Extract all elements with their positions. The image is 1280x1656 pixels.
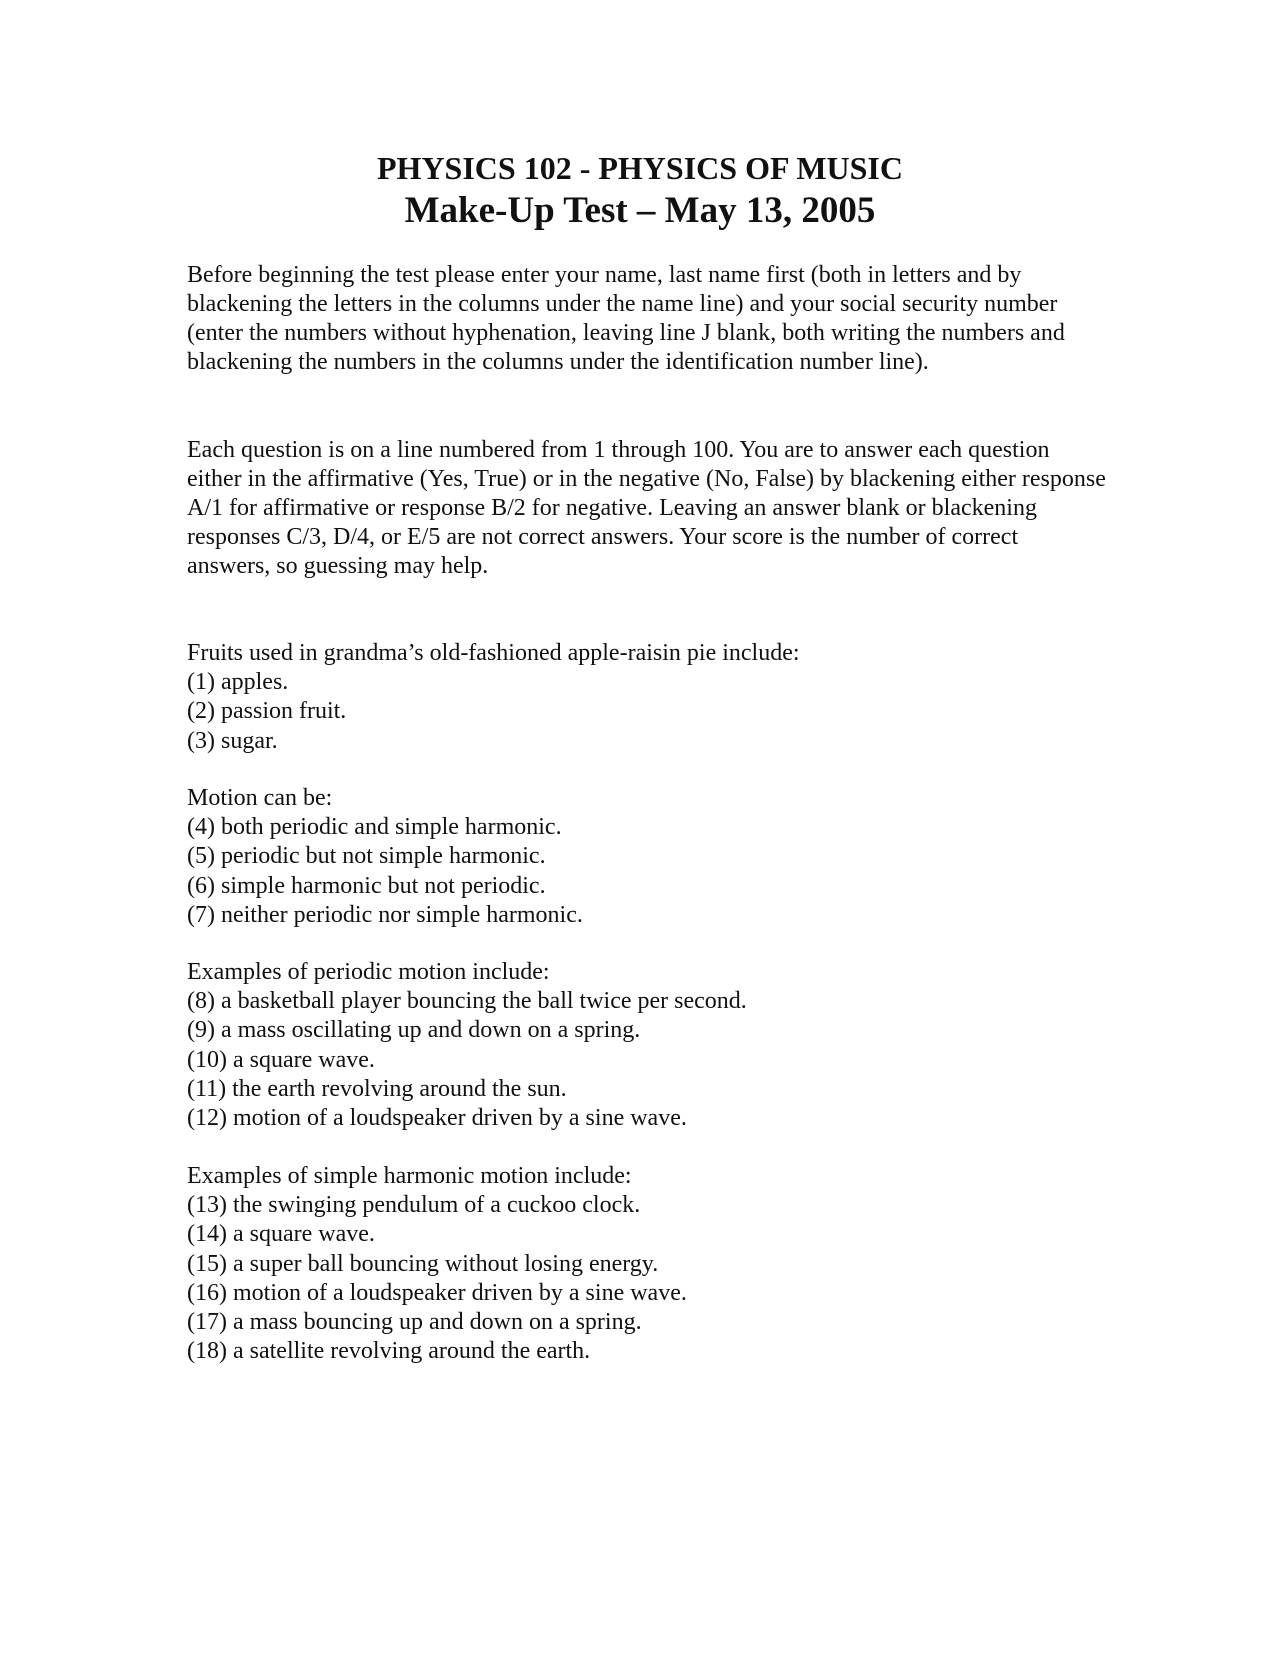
question-number: (1) [187, 669, 215, 696]
question-stem: Examples of simple harmonic motion include: [187, 1163, 632, 1189]
question-text: motion of a loudspeaker driven by a sine wave. [232, 1279, 687, 1306]
question-group [187, 784, 1107, 930]
question-stem: Motion can be: [187, 785, 333, 811]
question-text: both periodic and simple harmonic. [220, 814, 562, 841]
question-text: motion of a loudspeaker driven by a sine wave. [232, 1104, 687, 1131]
question-number: (11) [187, 1075, 227, 1102]
question-number: (7) [187, 901, 215, 928]
question-number: (14) [187, 1221, 227, 1248]
question-number: (8) [187, 988, 215, 1015]
question-text: a super ball bouncing without losing energy. [232, 1250, 659, 1277]
question-text: a satellite revolving around the earth. [232, 1338, 591, 1365]
question-group [187, 639, 1107, 756]
question-item [187, 1220, 1107, 1249]
question-number: (13) [187, 1192, 227, 1219]
question-item [187, 1337, 1107, 1366]
question-item [187, 1075, 1107, 1104]
question-text: a mass oscillating up and down on a spring. [220, 1017, 641, 1044]
question-item [187, 1046, 1107, 1075]
question-item [187, 842, 1107, 871]
question-item [187, 1191, 1107, 1220]
question-number: (6) [187, 872, 215, 899]
question-number: (5) [187, 843, 215, 870]
course-title: PHYSICS 102 - PHYSICS OF MUSIC [377, 150, 903, 186]
question-text: a basketball player bouncing the ball twice per second. [220, 988, 747, 1015]
instructions-paragraph-1 [187, 261, 1107, 377]
question-text: a square wave. [232, 1046, 375, 1073]
question-text: the earth revolving around the sun. [232, 1075, 567, 1102]
question-number: (3) [187, 727, 215, 754]
question-item [187, 697, 1107, 726]
question-item [187, 668, 1107, 697]
question-text: neither periodic nor simple harmonic. [220, 901, 583, 928]
question-text: simple harmonic but not periodic. [220, 872, 546, 899]
question-item [187, 813, 1107, 842]
question-group [187, 1162, 1107, 1366]
question-number: (9) [187, 1017, 215, 1044]
question-number: (10) [187, 1046, 227, 1073]
question-text: a square wave. [232, 1221, 375, 1248]
question-number: (2) [187, 698, 215, 725]
question-text: passion fruit. [220, 698, 347, 725]
question-item [187, 1308, 1107, 1337]
question-group [187, 958, 1107, 1133]
question-stem: Examples of periodic motion include: [187, 959, 550, 985]
question-text: sugar. [220, 727, 278, 754]
question-text: a mass bouncing up and down on a spring. [232, 1308, 642, 1335]
question-text: periodic but not simple harmonic. [220, 843, 546, 870]
question-number: (17) [187, 1308, 227, 1335]
question-item [187, 1250, 1107, 1279]
question-number: (4) [187, 814, 215, 841]
test-title: Make-Up Test – May 13, 2005 [404, 190, 876, 231]
instructions-paragraph-2 [187, 436, 1107, 581]
question-item [187, 727, 1107, 756]
question-item [187, 1104, 1107, 1133]
question-text: the swinging pendulum of a cuckoo clock. [232, 1192, 641, 1219]
question-number: (15) [187, 1250, 227, 1277]
question-item [187, 1279, 1107, 1308]
question-number: (12) [187, 1104, 227, 1131]
question-item [187, 1016, 1107, 1045]
question-stem: Fruits used in grandma’s old-fashioned apple-raisin pie include: [187, 640, 800, 666]
question-text: apples. [220, 669, 289, 696]
question-number: (16) [187, 1279, 227, 1306]
question-item [187, 901, 1107, 930]
question-number: (18) [187, 1338, 227, 1365]
question-item [187, 872, 1107, 901]
instructions-text: Before beginning the test please enter your name, last name first (both in letters and by blackening the letters in the columns under the name line) and your social security number (enter the numbers without hyphenation, leaving line J blank, both writing the numbers and blackening the numbers in the columns under the identification number line). [187, 262, 1065, 375]
instructions-text: Each question is on a line numbered from 1 through 100. You are to answer each question either in the affirmative (Yes, True) or in the negative (No, False) by blackening either response A/1 for affirmative or response B/2 for negative. Leaving an answer blank or blackening responses C/3, D/4, or E/5 are not correct answers. Your score is the number of correct answers, so guessing may help. [187, 437, 1106, 579]
question-item [187, 987, 1107, 1016]
